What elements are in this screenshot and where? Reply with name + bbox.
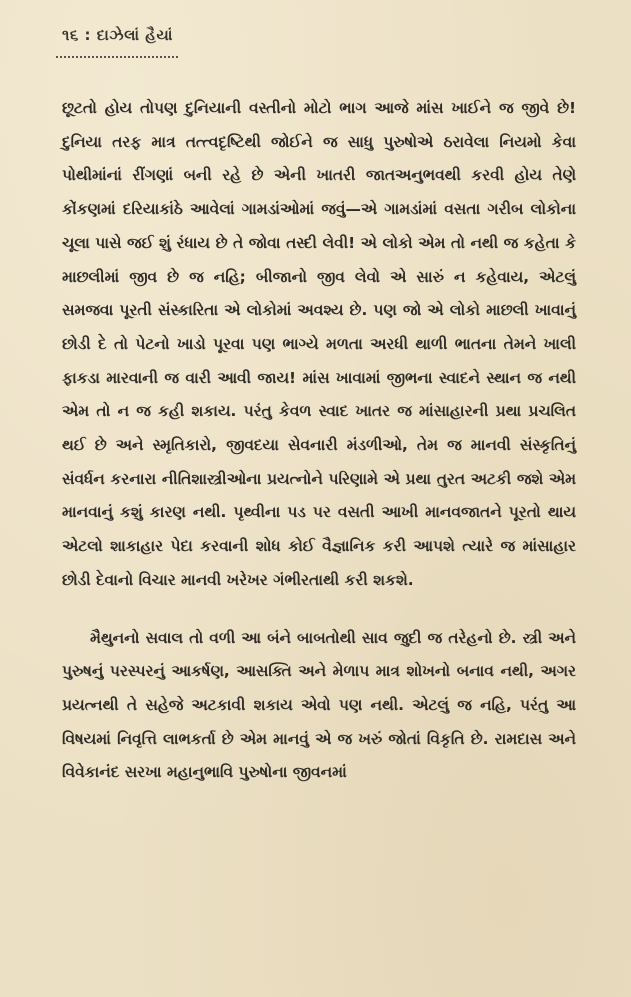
paragraph-2: મૈથુનનો સવાલ તો વળી આ બંને બાબતોથી સાવ જુદી જ તરેહનો છે. સ્ત્રી અને પુરુષનું પરસ્પરનું આકર્ષણ, આસક્તિ અને મેળાપ માત્ર શોખનો બનાવ નથી, અગર પ્રયત્નથી તે સહેજે અટકાવી શકાય એવો પણ નથી. એટલું જ નહિ, પરંતુ આ વિષયમાં નિવૃત્તિ લાભકર્તા છે એમ માનવું એ જ ખરું જોતાં વિકૃતિ છે. રામદાસ અને વિવેકાનંદ સરખા મહાનુભાવિ પુરુષોના જીવનમાં [62, 628, 576, 782]
paragraph-1: છૂટતો હોય તોપણ દુનિયાની વસ્તીનો મોટો ભાગ આજે માંસ ખાઈને જ જીવે છે! દુનિયા તરફ માત્ર તત્ત્વદૃષ્ટિથી જોઈને જ સાધુ પુરુષોએ ઠરાવેલા નિયમો કેવા પોથીમાંનાં રીંગણાં બની રહે છે એની ખાતરી જાતઅનુભવથી કરવી હોય તેણે કોંકણમાં દરિયાકાંઠે આવેલાં ગામડાંઓમાં જવું—એ ગામડાંમાં વસતા ગરીબ લોકોના ચૂલા પાસે જઈ શું રંધાય છે તે જોવા તસ્દી લેવી! એ લોકો એમ તો નથી જ કહેતા કે માછલીમાં જીવ છે જ નહિ; બીજાનો જીવ લેવો એ સારું ન કહેવાય, એટલું સમજવા પૂરતી સંસ્કારિતા એ લોકોમાં અવશ્ય છે. પણ જો એ લોકો માછલી ખાવાનું છોડી દે તો પેટનો ખાડો પૂરવા પણ ભાગ્યે મળતા અરધી થાળી ભાતના તેમને ખાલી ફાકડા મારવાની જ વારી આવી જાય! માંસ ખાવામાં જીભના સ્વાદને સ્થાન જ નથી એમ તો ન જ કહી શકાય. પરંતુ કેવળ સ્વાદ ખાતર જ માંસાહારની પ્રથા પ્રચલિત થઈ છે અને સ્મૃતિકારો, જીવદયા સેવનારી મંડળીઓ, તેમ જ માનવી સંસ્કૃતિનું સંવર્ધન કરનારા નીતિશાસ્ત્રીઓના પ્રયત્નોને પરિણામે એ પ્રથા તુરત અટકી જશે એમ માનવાનું કશું કારણ નથી. પૃથ્વીના પડ પર વસતી આખી માનવજાતને પૂરતો થાય એટલો શાકાહાર પેદા કરવાની શોધ કોઈ વૈજ્ઞાનિક કરી આપશે ત્યારે જ માંસાહાર છોડી દેવાનો વિચાર માનવી ખરેખર ગંભીરતાથી કરી શકશે. [62, 99, 576, 589]
running-head: ૧૬ : દાઝેલાં હૈયાં [62, 26, 173, 44]
page-body [62, 92, 576, 790]
running-head-underline [56, 52, 178, 58]
